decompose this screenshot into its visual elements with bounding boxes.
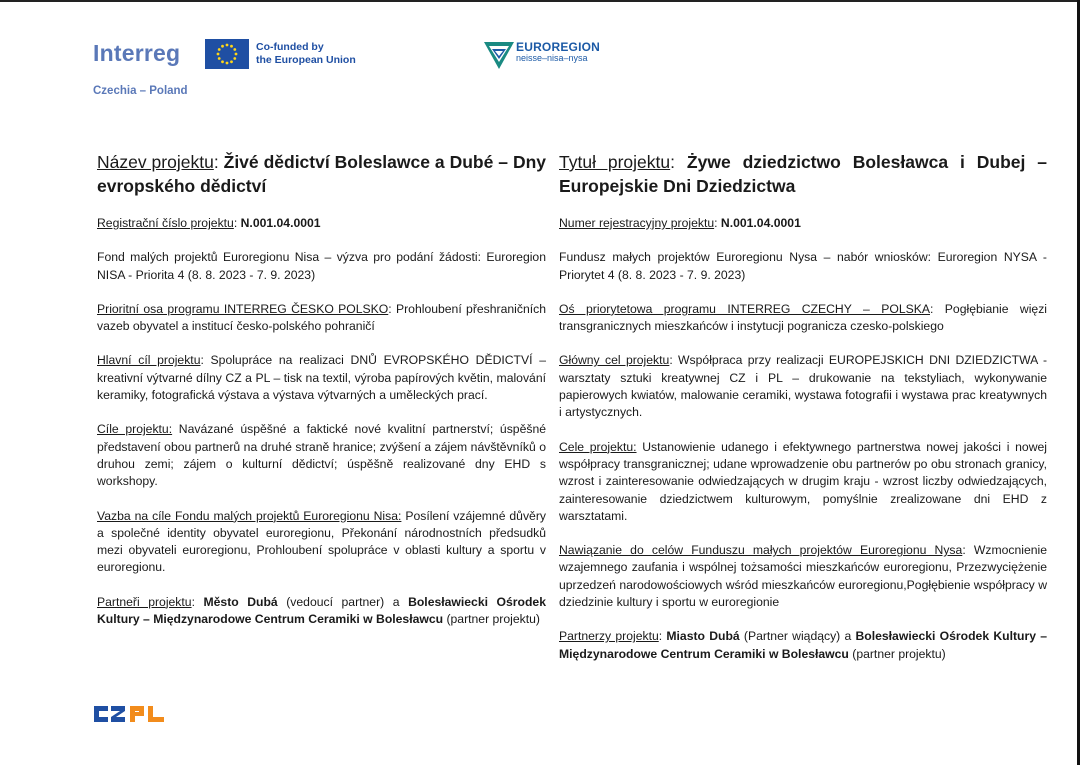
priority-axis-pl [559, 301, 1047, 336]
reg-value-cz: N.001.04.0001 [240, 216, 321, 230]
czech-column [97, 150, 546, 645]
reg-sep-pl: : [714, 216, 721, 230]
partners-pl [559, 628, 1047, 663]
project-title-cz [97, 150, 546, 198]
main-goal-cz [97, 352, 546, 404]
partner1-pl: Miasto Dubá [666, 629, 740, 644]
euroregion-subtitle: neisse–nisa–nysa [516, 53, 588, 63]
interreg-logo-text: Interreg [93, 40, 181, 66]
link-label-cz: Vazba na cíle Fondu malých projektů Euroregionu Nisa: [97, 508, 402, 523]
link-text-cz: Posílení vzájemné důvěry a společné identity obyvatel euroregionu, Překonání národnostních předsudků mezi obyvateli euroregionu, Prohloubení spolupráce v oblasti kultury a sportu v euroregionu. [97, 508, 546, 575]
cofunded-label [256, 41, 356, 67]
partner1-role-pl: (Partner wiądący) a [739, 629, 856, 644]
title-label-pl: Tytuł projektu [559, 152, 671, 172]
title-text-pl: Żywe dziedzictwo Bolesławca i Dubej – Europejskie Dni Dziedzictwa [559, 152, 1047, 196]
aims-text-pl: Ustanowienie udanego i efektywnego partnerstwa nowej jakości i nowej współpracy transgranicznej; udane wprowadzenie obu partnerów po obu stronach granicy, wzrost i zainteresowanie odwiedzających w drugim kraju - wzrost liczby odwiedzających, zainteresowanie dziedzictwem kulturowym, pomyślnie zrealizowane dni EHD z warsztatami. [559, 439, 1047, 523]
reg-label-cz: Registrační číslo projektu [97, 216, 234, 230]
main-goal-pl [559, 352, 1047, 421]
axis-label-cz: Prioritní osa programu INTERREG ČESKO POLSKO [97, 301, 389, 316]
reg-label-pl: Numer rejestracyjny projektu [559, 216, 715, 230]
partners-sep-pl: : [658, 629, 667, 644]
fund-paragraph-cz: Fond malých projektů Euroregionu Nisa – výzva pro podání žádosti: Euroregion NISA - Priorita 4 (8. 8. 2023 - 7. 9. 2023) [97, 250, 546, 282]
reg-sep-cz: : [233, 216, 241, 230]
partner1-role-cz: (vedoucí partner) a [277, 594, 409, 609]
goal-label-pl: Główny cel projektu [559, 353, 670, 368]
partner2-role-cz: (partner projektu) [443, 612, 540, 627]
fund-link-cz [97, 508, 546, 577]
registration-number-cz [97, 215, 546, 232]
goal-label-cz: Hlavní cíl projektu [97, 353, 201, 368]
registration-number-pl [559, 215, 1047, 232]
project-aims-cz [97, 421, 546, 490]
polish-column [559, 150, 1047, 680]
cofunded-line2: the European Union [256, 54, 356, 66]
euroregion-logo-icon [483, 40, 515, 70]
link-label-pl: Nawiązanie do celów Funduszu małych projektów Euroregionu Nysa [559, 543, 963, 558]
euroregion-title: EUROREGION [516, 40, 601, 54]
project-title-pl [559, 150, 1047, 198]
partners-cz [97, 594, 546, 629]
partner1-cz: Město Dubá [203, 594, 278, 609]
fund-link-pl [559, 542, 1047, 611]
title-sep-pl: : [670, 152, 687, 172]
axis-text-cz: : Prohloubení přeshraničních vazeb obyvatel a institucí česko-polského pohraničí [97, 301, 546, 334]
aims-label-cz: Cíle projektu: [97, 422, 173, 437]
partners-sep-cz: : [191, 594, 204, 609]
program-name: Czechia – Poland [93, 85, 188, 97]
eu-flag-icon [205, 39, 249, 69]
project-aims-pl [559, 439, 1047, 525]
goal-text-pl: : Współpraca przy realizacji EUROPEJSKICH DNI DZIEDZICTWA - warsztaty sztuki kreatywnej CZ i PL – drukowanie na tekstyliach, wykonywanie papierowych kwiatów, malowanie ceramiki, wystawa fotografii i wystawa prac kreatywnych i artystycznych. [559, 353, 1048, 420]
title-sep-cz: : [213, 152, 224, 172]
partner2-pl: Bolesławiecki Ośrodek Kultury – Międzynarodowe Centrum Ceramiki w Bolesławcu [559, 629, 1047, 661]
title-text-cz: Živé dědictví Boleslawce a Dubé – Dny evropského dědictví [97, 152, 547, 196]
aims-text-cz: Navázané úspěšné a faktické nové kvalitní partnerství; úspěšné představení obou partnerů na druhé straně hranice; zvýšení a zájem návštěvníků o druhou zemi; zájem o kulturní dědictví; úspěšně realizované dny EHD s workshopy. [97, 422, 546, 489]
reg-value-pl: N.001.04.0001 [720, 216, 801, 230]
top-border [0, 0, 1080, 2]
title-label-cz: Název projektu [97, 152, 214, 172]
partners-label-pl: Partnerzy projektu [559, 629, 659, 644]
fund-paragraph-pl: Fundusz małych projektów Euroregionu Nysa – nabór wniosków: Euroregion NYSA - Priorytet 4 (8. 8. 2023 - 7. 9. 2023) [559, 250, 1047, 282]
axis-label-pl: Oś priorytetowa programu INTERREG CZECHY – POLSKA [559, 301, 930, 316]
priority-axis-cz [97, 301, 546, 336]
ctpl-logo-icon [94, 704, 174, 724]
partner2-role-pl: (partner projektu) [848, 646, 946, 661]
goal-text-cz: : Spolupráce na realizaci DNŮ EVROPSKÉHO DĚDICTVÍ – kreativní výtvarné dílny CZ a PL – tisk na textil, výroba papírových květin, malování keramiky, fotografická výstava a výstava výtvarných a uměleckých prací. [97, 353, 546, 403]
partner2-cz: Bolesławiecki Ośrodek Kultury – Międzynarodowe Centrum Ceramiki w Bolesławcu [97, 594, 546, 627]
axis-text-pl: : Pogłębianie więzi transgranicznych mieszkańców i instytucji pogranicza czesko-polskiego [559, 301, 1047, 334]
link-text-pl: : Wzmocnienie wzajemnego zaufania i wspólnej tożsamości mieszkańców euroregionu, Przezwyciężenie uprzedzeń narodowościowych wśród mieszkańców euroregionu,Pogłębienie współpracy w dziedzinie kultury i sportu w euroregionie [559, 543, 1048, 610]
cofunded-line1: Co-funded by [256, 41, 324, 53]
partners-label-cz: Partneři projektu [97, 594, 192, 609]
aims-label-pl: Cele projektu: [559, 439, 637, 454]
